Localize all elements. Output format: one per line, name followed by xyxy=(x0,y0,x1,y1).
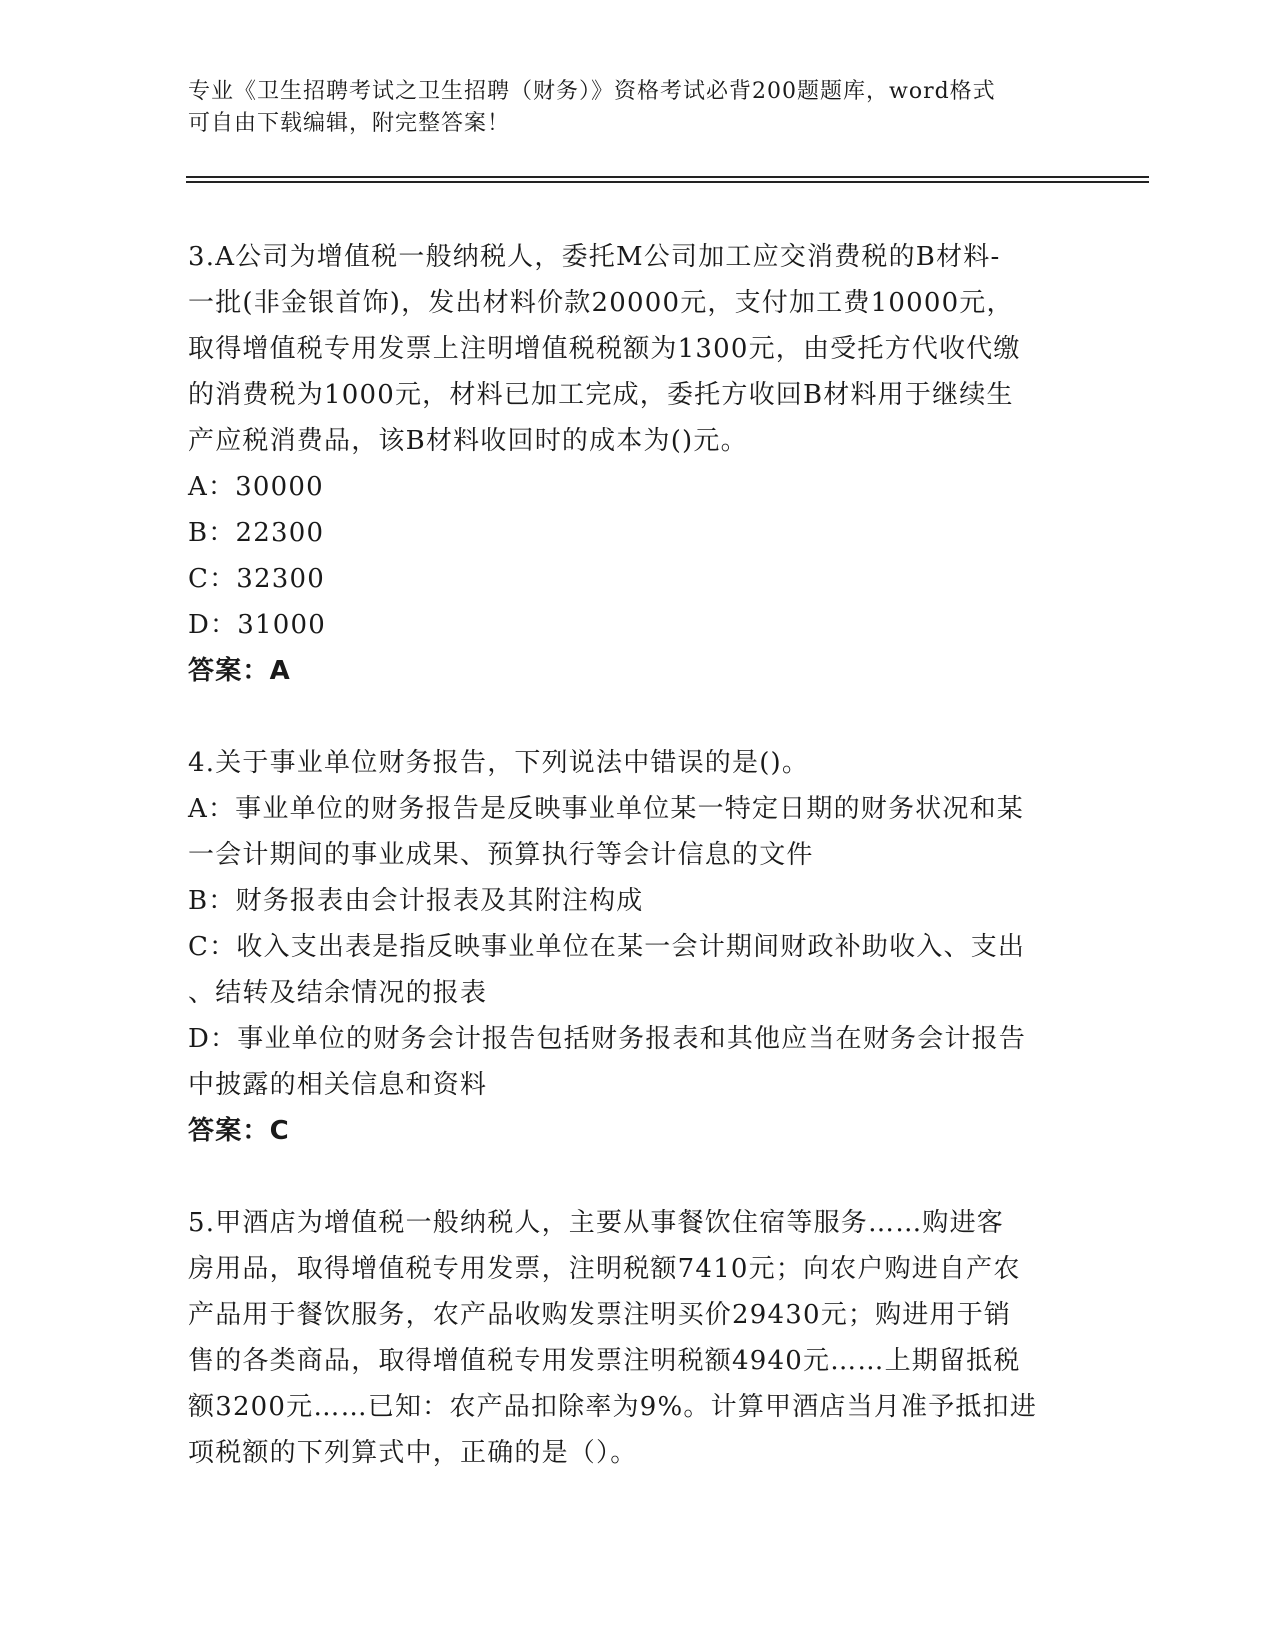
question-4 xyxy=(188,740,1088,1154)
question-text-line: 项税额的下列算式中，正确的是（）。 xyxy=(188,1438,638,1468)
question-text-line: 3.A公司为增值税一般纳税人，委托M公司加工应交消费税的B材料- xyxy=(188,242,1001,272)
question-3 xyxy=(188,234,1088,694)
question-text-line: 售的各类商品，取得增值税专用发票注明税额4940元……上期留抵税 xyxy=(188,1346,1021,1376)
question-text-line: 取得增值税专用发票上注明增值税税额为1300元，由受托方代收代缴 xyxy=(188,334,1021,364)
question-text-line: 产应税消费品，该B材料收回时的成本为()元。 xyxy=(188,426,748,456)
option-a: A：30000 xyxy=(188,472,324,502)
question-spacer xyxy=(188,1154,1088,1200)
question-text-line: 产品用于餐饮服务，农产品收购发票注明买价29430元；购进用于销 xyxy=(188,1300,1012,1330)
option-b: B：22300 xyxy=(188,518,325,548)
option-d-continued: 中披露的相关信息和资料 xyxy=(188,1070,488,1100)
option-c: C：收入支出表是指反映事业单位在某一会计期间财政补助收入、支出 xyxy=(188,932,1026,962)
option-b: B：财务报表由会计报表及其附注构成 xyxy=(188,886,644,916)
question-text-line: 的消费税为1000元，材料已加工完成，委托方收回B材料用于继续生 xyxy=(188,380,1014,410)
question-text-line: 5.甲酒店为增值税一般纳税人，主要从事餐饮住宿等服务……购进客 xyxy=(188,1208,1005,1238)
option-d: D：事业单位的财务会计报告包括财务报表和其他应当在财务会计报告 xyxy=(188,1024,1027,1054)
option-c: C：32300 xyxy=(188,564,326,594)
header-rule-bottom xyxy=(186,181,1149,183)
option-c-continued: 、结转及结余情况的报表 xyxy=(188,978,488,1008)
question-text-line: 额3200元……已知：农产品扣除率为9%。计算甲酒店当月准予抵扣进 xyxy=(188,1392,1038,1422)
question-spacer xyxy=(188,694,1088,740)
header-line-1: 专业《卫生招聘考试之卫生招聘（财务）》资格考试必背200题题库，word格式 xyxy=(188,79,996,104)
document-header xyxy=(188,76,1068,140)
question-text-line: 房用品，取得增值税专用发票，注明税额7410元；向农户购进自产农 xyxy=(188,1254,1021,1284)
option-d: D：31000 xyxy=(188,610,326,640)
question-list xyxy=(188,234,1088,1476)
answer-label: 答案：A xyxy=(188,656,291,686)
option-a-continued: 一会计期间的事业成果、预算执行等会计信息的文件 xyxy=(188,840,814,870)
question-5 xyxy=(188,1200,1088,1476)
answer-label: 答案：C xyxy=(188,1116,290,1146)
header-line-2: 可自由下载编辑，附完整答案！ xyxy=(188,111,511,136)
header-rule-top xyxy=(186,176,1149,178)
question-text-line: 一批(非金银首饰)，发出材料价款20000元，支付加工费10000元， xyxy=(188,288,1014,318)
option-a: A：事业单位的财务报告是反映事业单位某一特定日期的财务状况和某 xyxy=(188,794,1024,824)
question-text-line: 4.关于事业单位财务报告，下列说法中错误的是()。 xyxy=(188,748,810,778)
